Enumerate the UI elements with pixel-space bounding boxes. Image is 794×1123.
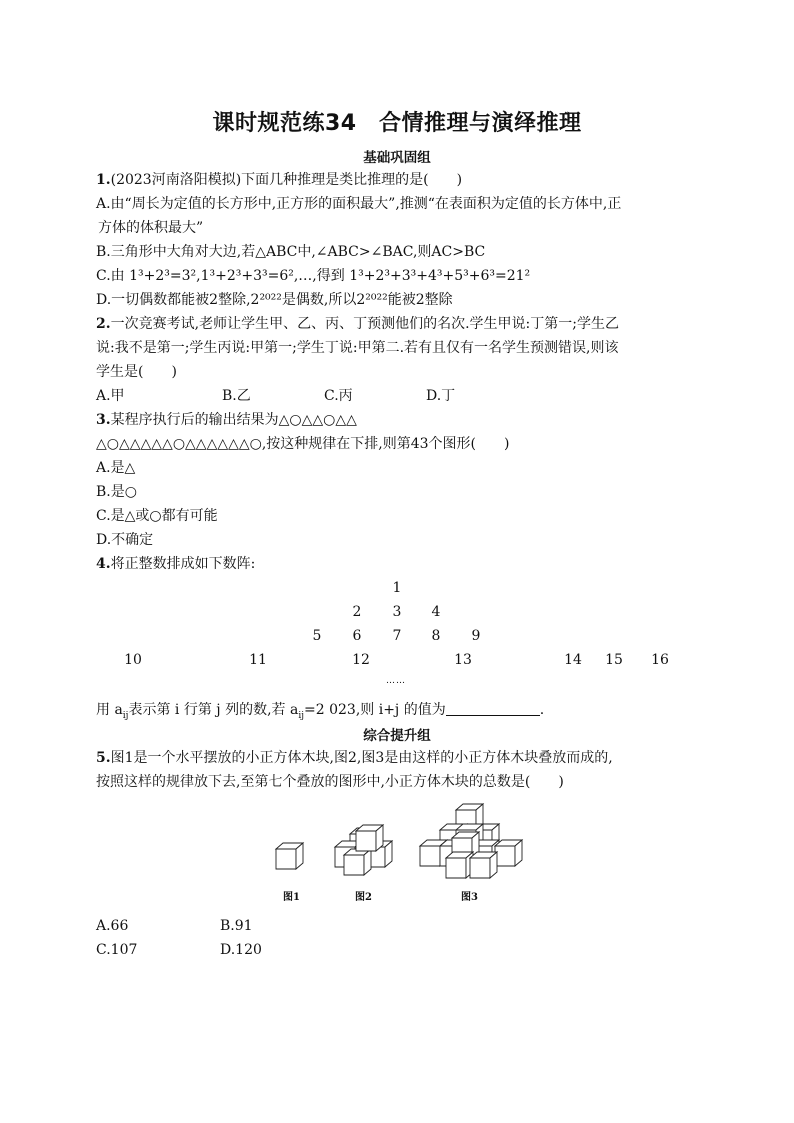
q1-option-b: B.三角形中大角对大边,若△ABC中,∠ABC>∠BAC,则AC>BC bbox=[96, 244, 486, 260]
q1-text: (2023河南洛阳模拟)下面几种推理是类比推理的是( ) bbox=[110, 172, 463, 188]
q3-stem-line2: △○△△△△△○△△△△△△○,按这种规律在下排,则第43个图形( ) bbox=[96, 436, 510, 452]
page-title: 课时规范练34 合情推理与演绎推理 bbox=[212, 111, 582, 136]
q4-tail-b: 表示第 i 行第 j 列的数,若 a bbox=[128, 702, 299, 718]
q2-text-1: 一次竞赛考试,老师让学生甲、乙、丙、丁预测他们的名次.学生甲说:丁第一;学生乙 bbox=[110, 316, 619, 332]
q1-option-c: C.由 1³+2³=3²,1³+2³+3³=6²,…,得到 1³+2³+3³+4³+5³+6³=21² bbox=[96, 268, 531, 284]
array-cell: 4 bbox=[431, 604, 441, 620]
array-cell: 11 bbox=[249, 652, 267, 668]
q3-option-d: D.不确定 bbox=[96, 532, 154, 548]
q4-tail-a: 用 a bbox=[96, 702, 123, 718]
array-cell: 10 bbox=[124, 652, 142, 668]
q5-stem-line1 bbox=[96, 748, 613, 768]
q2-stem-line3: 学生是( ) bbox=[96, 364, 177, 380]
figure1-caption: 图1 bbox=[283, 892, 300, 903]
q5-stem-line2: 按照这样的规律放下去,至第七个叠放的图形中,小正方体木块的总数是( ) bbox=[96, 774, 564, 790]
q2-number: 2. bbox=[96, 316, 111, 332]
cubes-figure bbox=[262, 796, 542, 886]
q5-option-b: B.91 bbox=[220, 918, 253, 934]
section-advanced: 综合提升组 bbox=[363, 728, 431, 744]
q5-option-d: D.120 bbox=[220, 942, 262, 958]
array-cell: 2 bbox=[352, 604, 362, 620]
q3-option-c: C.是△或○都有可能 bbox=[96, 508, 218, 524]
q2-option-c: C.丙 bbox=[324, 388, 353, 404]
q4-question bbox=[96, 700, 544, 726]
figure2-caption: 图2 bbox=[355, 892, 372, 903]
q3-stem-line1 bbox=[96, 410, 357, 430]
q3-text-1: 某程序执行后的输出结果为△○△△○△△ bbox=[110, 412, 357, 428]
q1-number: 1. bbox=[96, 172, 111, 188]
array-cell: 1 bbox=[392, 580, 402, 596]
q1-option-a-line1: A.由“周长为定值的长方形中,正方形的面积最大”,推测“在表面积为定值的长方体中,正 bbox=[96, 196, 622, 212]
array-cell: 3 bbox=[392, 604, 402, 620]
q4-subscript-1: ij bbox=[122, 710, 129, 721]
array-cell: 14 bbox=[564, 652, 582, 668]
q4-text: 将正整数排成如下数阵: bbox=[110, 556, 256, 572]
q3-option-b: B.是○ bbox=[96, 484, 137, 500]
q5-number: 5. bbox=[96, 750, 111, 766]
array-cell: 9 bbox=[471, 628, 481, 644]
q3-option-a: A.是△ bbox=[96, 460, 136, 476]
array-cell: 15 bbox=[605, 652, 623, 668]
q3-number: 3. bbox=[96, 412, 111, 428]
array-cell: 13 bbox=[454, 652, 472, 668]
section-basic: 基础巩固组 bbox=[363, 150, 431, 166]
q2-option-a: A.甲 bbox=[96, 388, 125, 404]
q1-stem bbox=[96, 170, 462, 190]
q5-option-c: C.107 bbox=[96, 942, 138, 958]
q2-option-b: B.乙 bbox=[222, 388, 251, 404]
q2-option-d: D.丁 bbox=[426, 388, 456, 404]
q4-period: . bbox=[539, 702, 545, 718]
q2-stem-line2: 说:我不是第一;学生丙说:甲第一;学生丁说:甲第二.若有且仅有一名学生预测错误,则该 bbox=[96, 340, 619, 356]
q4-number: 4. bbox=[96, 556, 111, 572]
q5-text-1: 图1是一个水平摆放的小正方体木块,图2,图3是由这样的小正方体木块叠放而成的, bbox=[110, 750, 613, 766]
cube bbox=[276, 843, 303, 869]
q1-option-a-line2: 方体的体积最大” bbox=[98, 220, 204, 236]
array-cell: 16 bbox=[651, 652, 669, 668]
array-cell: 7 bbox=[392, 628, 402, 644]
array-cell: 8 bbox=[431, 628, 441, 644]
q1-option-d: D.一切偶数都能被2整除,2²⁰²²是偶数,所以2²⁰²²能被2整除 bbox=[96, 292, 453, 308]
cube-stack-2 bbox=[335, 825, 392, 875]
array-cell: 12 bbox=[352, 652, 370, 668]
figure3-caption: 图3 bbox=[461, 892, 478, 903]
q2-stem-line1 bbox=[96, 314, 619, 334]
array-ellipsis: …… bbox=[386, 676, 406, 686]
q5-option-a: A.66 bbox=[96, 918, 129, 934]
answer-blank[interactable] bbox=[446, 701, 540, 716]
array-cell: 6 bbox=[352, 628, 362, 644]
q4-stem bbox=[96, 554, 255, 574]
cube-stack-3 bbox=[420, 804, 522, 878]
array-cell: 5 bbox=[312, 628, 322, 644]
q4-subscript-2: ij bbox=[298, 710, 305, 721]
q4-tail-c: =2 023,则 i+j 的值为 bbox=[304, 702, 446, 718]
